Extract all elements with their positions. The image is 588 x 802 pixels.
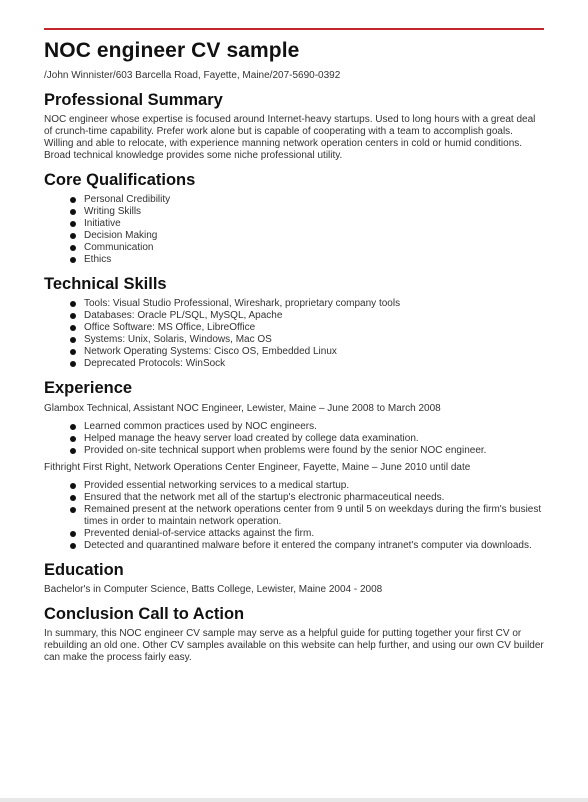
section-heading: Experience xyxy=(44,379,133,397)
cv-content xyxy=(44,38,544,664)
conclusion-text: In summary, this NOC engineer CV sample may serve as a helpful guide for putting together your first CV or rebuilding an old one. Other CV samples available on this website can help further, and using our own CV builder can make the process fairly easy. xyxy=(44,628,544,663)
section-heading: Core Qualifications xyxy=(44,171,196,189)
education-text: Bachelor's in Computer Science, Batts College, Lewister, Maine 2004 - 2008 xyxy=(44,584,383,595)
contact-line: /John Winnister/603 Barcella Road, Fayette, Maine/207-5690-0392 xyxy=(44,70,341,81)
list-item: Communication xyxy=(84,242,544,254)
list-item: Office Software: MS Office, LibreOffice xyxy=(84,322,544,334)
section-heading: Education xyxy=(44,561,124,579)
list-item: Tools: Visual Studio Professional, Wireshark, proprietary company tools xyxy=(84,298,544,310)
section-heading: Conclusion Call to Action xyxy=(44,605,245,623)
list-item: Decision Making xyxy=(84,230,544,242)
list-item: Databases: Oracle PL/SQL, MySQL, Apache xyxy=(84,310,544,322)
top-accent-rule xyxy=(44,28,544,30)
job-bullets xyxy=(44,421,544,457)
list-item: Initiative xyxy=(84,218,544,230)
list-item: Remained present at the network operations center from 9 until 5 on weekdays during the firm's busiest times in order to maintain network operation. xyxy=(84,504,544,528)
section-experience xyxy=(44,378,544,552)
section-heading: Technical Skills xyxy=(44,275,167,293)
list-item: Deprecated Protocols: WinSock xyxy=(84,358,544,370)
qualifications-list xyxy=(44,194,544,266)
list-item: Personal Credibility xyxy=(84,194,544,206)
list-item: Ethics xyxy=(84,254,544,266)
list-item: Learned common practices used by NOC engineers. xyxy=(84,421,544,433)
section-education xyxy=(44,560,544,596)
section-technical-skills xyxy=(44,274,544,370)
list-item: Helped manage the heavy server load created by college data examination. xyxy=(84,433,544,445)
list-item: Prevented denial-of-service attacks against the firm. xyxy=(84,528,544,540)
job-title: Fithright First Right, Network Operations Center Engineer, Fayette, Maine – June 2010 until date xyxy=(44,462,471,473)
list-item: Provided on-site technical support when problems were found by the senior NOC engineer. xyxy=(84,445,544,457)
job-title: Glambox Technical, Assistant NOC Engineer, Lewister, Maine – June 2008 to March 2008 xyxy=(44,403,441,414)
list-item: Detected and quarantined malware before it entered the company intranet's computer via downloads. xyxy=(84,540,544,552)
summary-text: NOC engineer whose expertise is focused around Internet-heavy startups. Used to long hours with a great deal of crunch-time capability. Prefer work alone but is capable of cooperating with a team to accomplish goals. Willing and able to relocate, with experience manning network operation centers in cold or humid conditions. Broad technical knowledge provides some niche professional utility. xyxy=(44,114,536,161)
list-item: Network Operating Systems: Cisco OS, Embedded Linux xyxy=(84,346,544,358)
section-heading: Professional Summary xyxy=(44,91,223,109)
skills-list xyxy=(44,298,544,370)
section-conclusion xyxy=(44,604,544,664)
list-item: Writing Skills xyxy=(84,206,544,218)
section-core-qualifications xyxy=(44,170,544,266)
list-item: Ensured that the network met all of the startup's electronic pharmaceutical needs. xyxy=(84,492,544,504)
bottom-rule xyxy=(0,798,588,802)
section-professional-summary xyxy=(44,90,544,162)
list-item: Systems: Unix, Solaris, Windows, Mac OS xyxy=(84,334,544,346)
list-item: Provided essential networking services to a medical startup. xyxy=(84,480,544,492)
job-bullets xyxy=(44,480,544,552)
page-title: NOC engineer CV sample xyxy=(44,39,300,62)
